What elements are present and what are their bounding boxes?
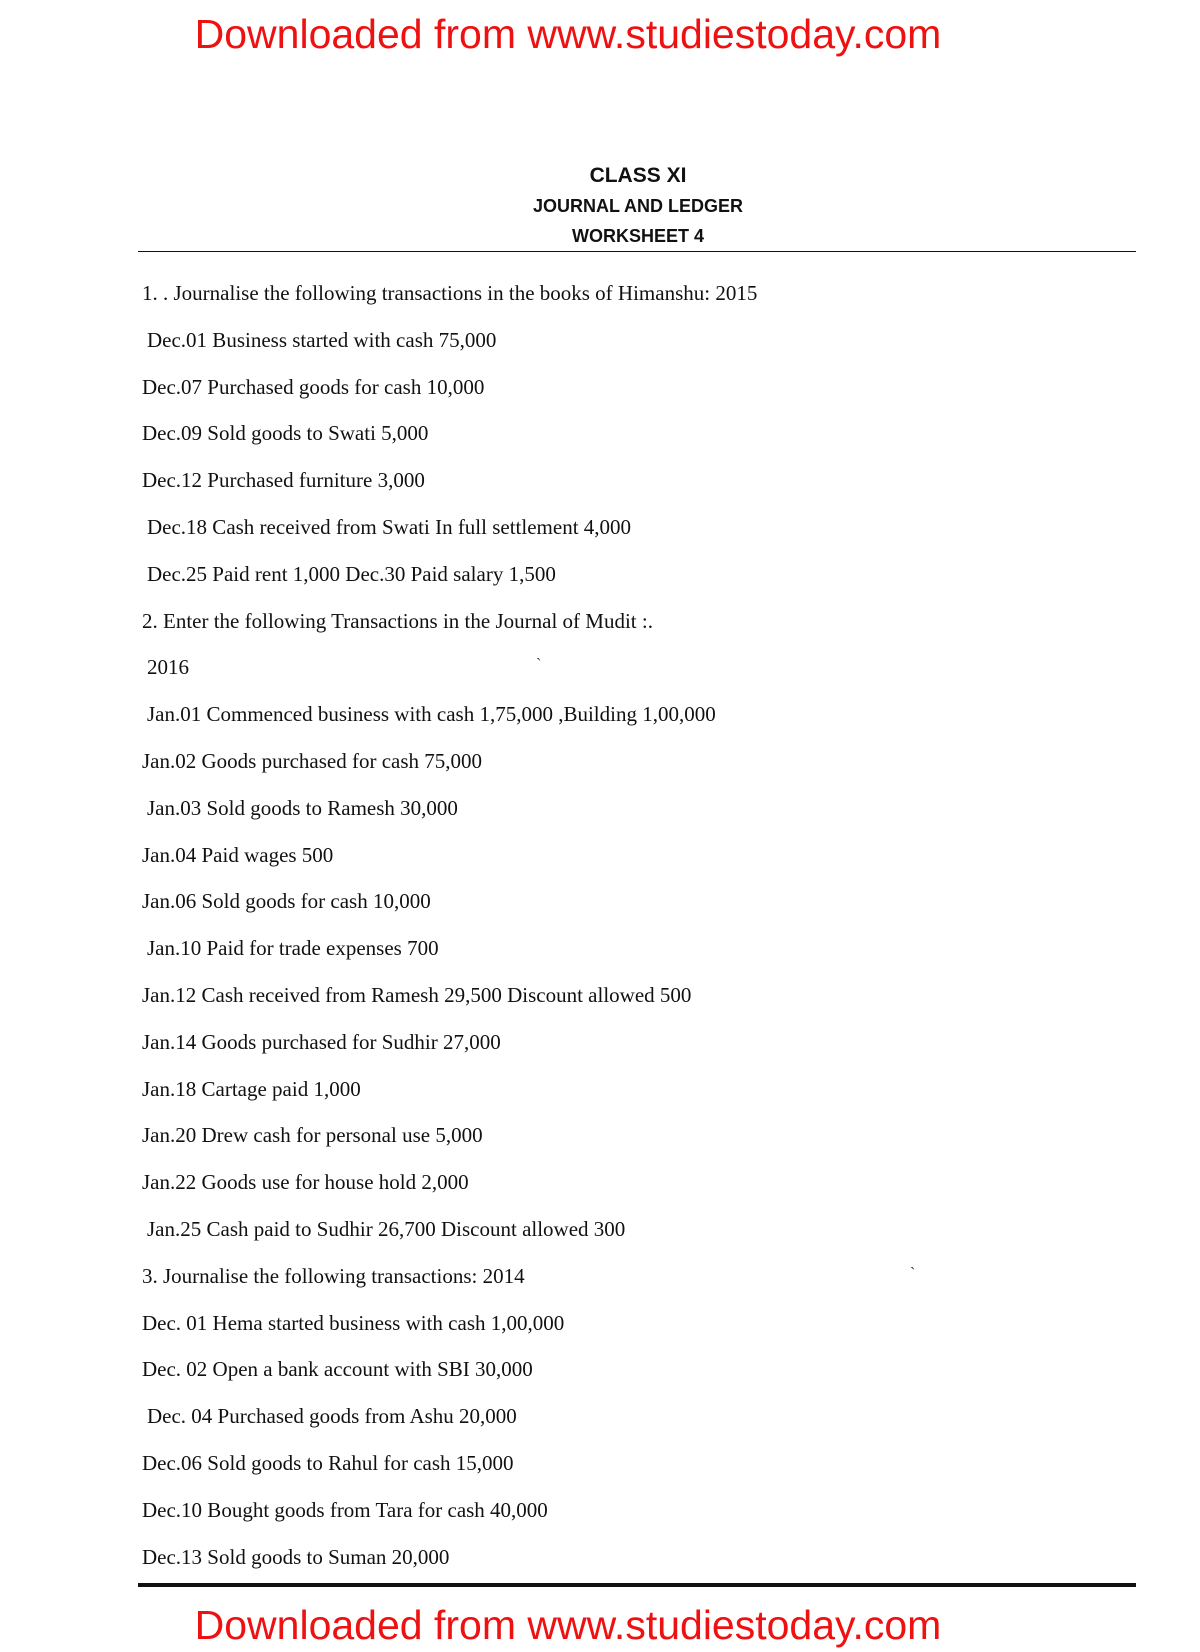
- question-2-heading: 2. Enter the following Transactions in the Journal of Mudit :.: [142, 608, 653, 633]
- list-item: Jan.06 Sold goods for cash 10,000: [142, 889, 431, 914]
- list-item: Dec.06 Sold goods to Rahul for cash 15,000: [142, 1450, 514, 1475]
- list-item: Jan.04 Paid wages 500: [142, 842, 334, 867]
- list-item: Dec.13 Sold goods to Suman 20,000: [142, 1544, 450, 1569]
- list-item: Jan.03 Sold goods to Ramesh 30,000: [147, 795, 458, 820]
- year-label: 2016: [147, 655, 189, 680]
- list-item: Jan.02 Goods purchased for cash 75,000: [142, 748, 483, 773]
- watermark-top: Downloaded from www.studiestoday.com: [194, 11, 942, 57]
- list-item: Dec.12 Purchased furniture 3,000: [142, 468, 425, 493]
- worksheet-number: WORKSHEET 4: [571, 226, 704, 246]
- list-item: Dec.01 Business started with cash 75,000: [147, 327, 497, 352]
- question-1-heading: 1. . Journalise the following transactions in the books of Himanshu: 2015: [142, 281, 758, 305]
- list-item: Jan.12 Cash received from Ramesh 29,500 Discount allowed 500: [142, 982, 692, 1007]
- watermark-bottom: Downloaded from www.studiestoday.com: [194, 1602, 942, 1648]
- list-item: Dec.09 Sold goods to Swati 5,000: [142, 421, 429, 446]
- stray-mark: `: [910, 1265, 916, 1282]
- list-item: Dec. 01 Hema started business with cash 1,00,000: [142, 1310, 565, 1335]
- list-item: Dec. 04 Purchased goods from Ashu 20,000: [147, 1404, 517, 1429]
- list-item: Dec.10 Bought goods from Tara for cash 40,000: [142, 1497, 548, 1522]
- list-item: Jan.14 Goods purchased for Sudhir 27,000: [142, 1029, 501, 1054]
- footer-divider: [138, 1583, 1136, 1587]
- list-item: Jan.01 Commenced business with cash 1,75,000 ,Building 1,00,000: [147, 702, 716, 727]
- list-item: Dec. 02 Open a bank account with SBI 30,000: [142, 1357, 533, 1382]
- list-item: Jan.20 Drew cash for personal use 5,000: [142, 1123, 483, 1148]
- list-item: Dec.18 Cash received from Swati In full settlement 4,000: [147, 514, 632, 539]
- stray-mark: `: [536, 656, 542, 673]
- list-item: Dec.07 Purchased goods for cash 10,000: [142, 374, 485, 399]
- list-item: Jan.25 Cash paid to Sudhir 26,700 Discount allowed 300: [147, 1216, 626, 1241]
- class-heading: CLASS XI: [589, 164, 687, 187]
- question-3-heading: 3. Journalise the following transactions: 2014: [142, 1263, 525, 1288]
- worksheet-title: JOURNAL AND LEDGER: [532, 196, 743, 216]
- list-item: Dec.25 Paid rent 1,000 Dec.30 Paid salary 1,500: [147, 561, 556, 586]
- list-item: Jan.22 Goods use for house hold 2,000: [142, 1170, 469, 1195]
- header-divider: [138, 251, 1136, 252]
- list-item: Jan.18 Cartage paid 1,000: [142, 1076, 361, 1101]
- transaction-list: [142, 282, 1102, 1592]
- list-item: Jan.10 Paid for trade expenses 700: [147, 936, 439, 961]
